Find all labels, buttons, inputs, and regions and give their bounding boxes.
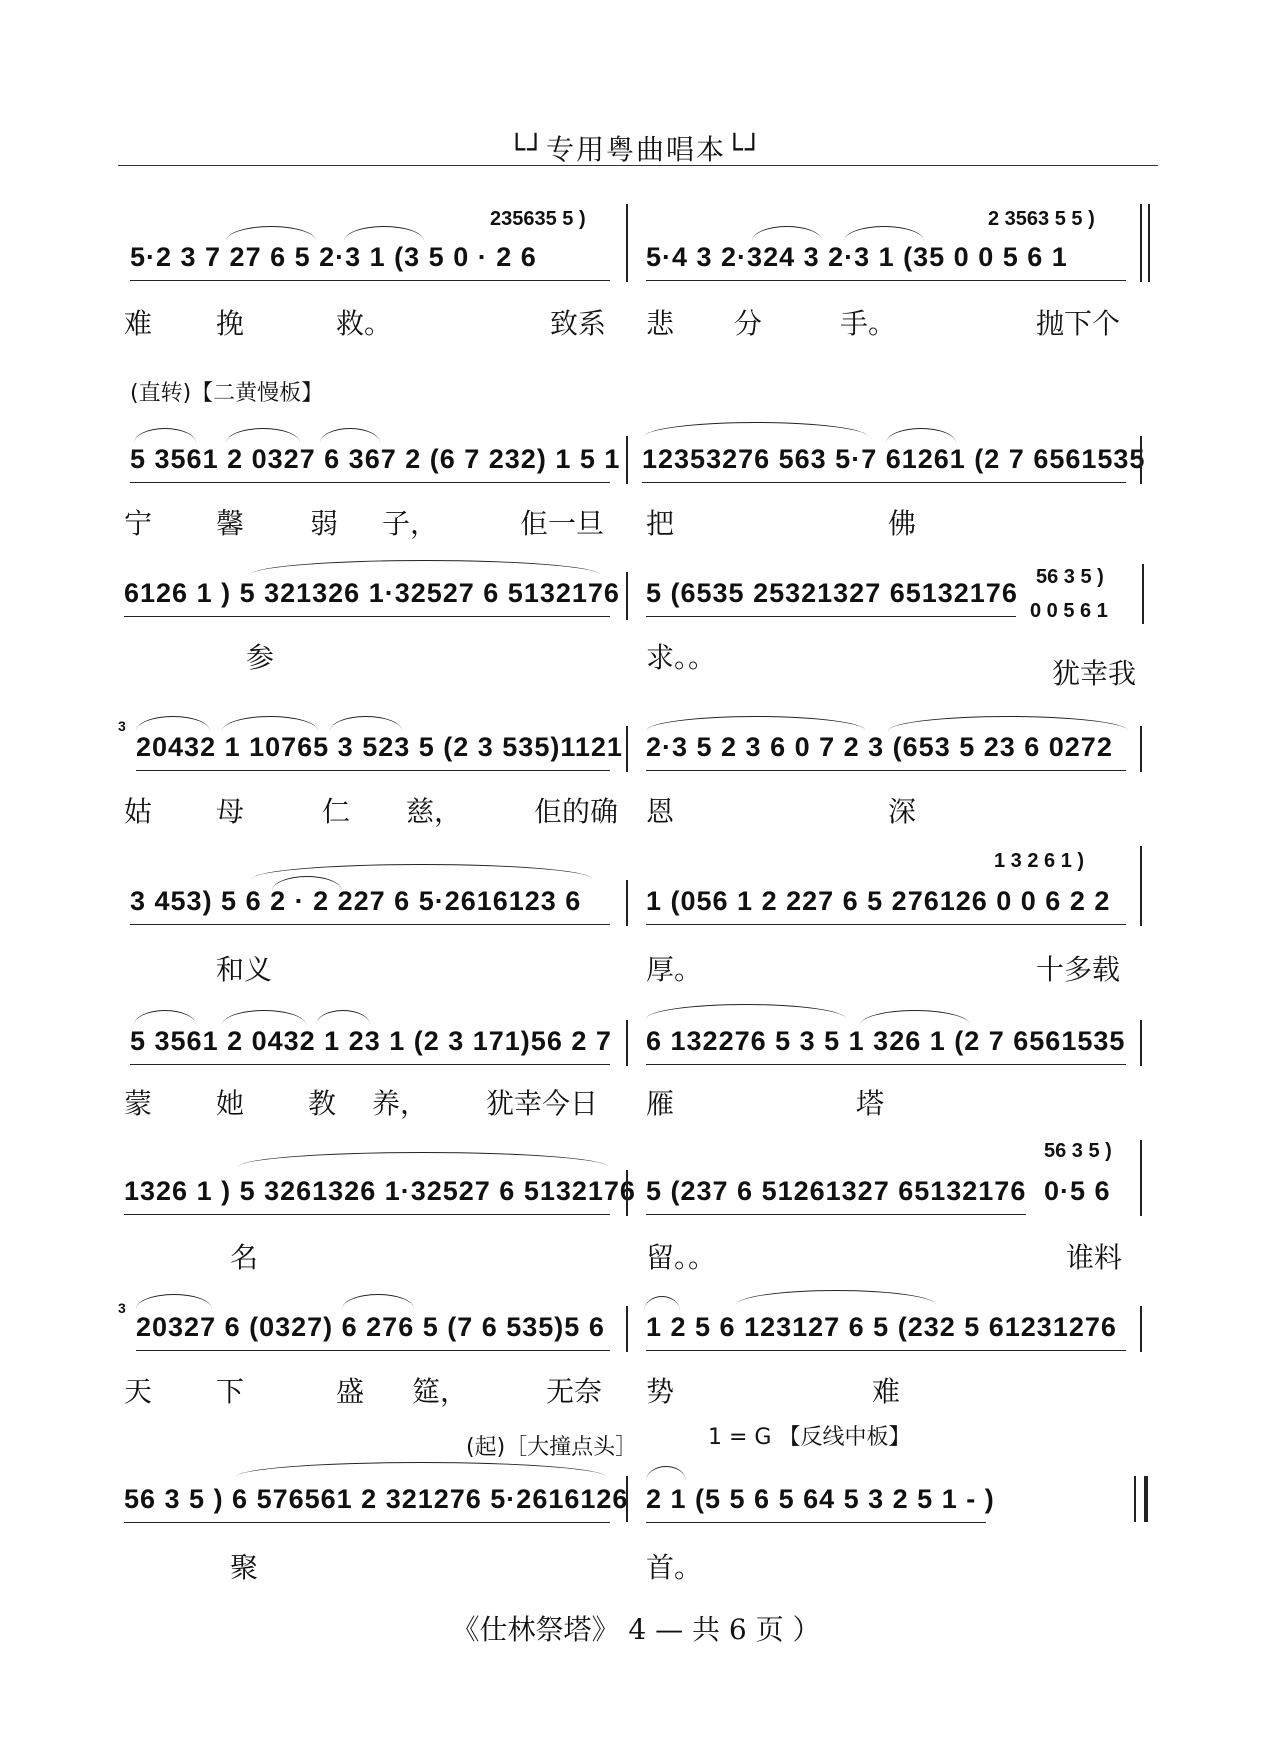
beam-line	[646, 1350, 1126, 1351]
slur	[134, 428, 196, 443]
slur	[646, 1466, 686, 1481]
bar-line	[626, 1170, 628, 1216]
ornament-above: 56 3 5 )	[1044, 1140, 1112, 1162]
ornament-below: 0 0 5 6 1	[1030, 600, 1108, 622]
beam-line	[136, 770, 610, 771]
lyric: 厚。	[646, 953, 703, 986]
beam-line	[130, 482, 610, 483]
beam-line	[646, 924, 1126, 925]
slur	[644, 422, 868, 437]
notation-measure: 1 2 5 6 123127 6 5 (232 5 61231276	[646, 1312, 1117, 1342]
notation-measure: 20432 1 10765 3 523 5 (2 3 535)1121	[136, 732, 623, 762]
lyric: 下	[216, 1375, 245, 1408]
slur	[752, 226, 822, 241]
lyric: 筵，	[412, 1375, 469, 1408]
lyric: 子，	[382, 507, 439, 540]
slur	[646, 1004, 846, 1019]
lyric: 姑	[124, 795, 153, 828]
page-footer: 《仕林祭塔》 4 — 共 6 页 ）	[451, 1613, 821, 1646]
bar-line	[1140, 204, 1142, 282]
lyric: 馨	[216, 507, 245, 540]
lyric: 盛	[336, 1375, 365, 1408]
slur	[222, 716, 318, 731]
lyric: 参	[246, 641, 275, 674]
time-signature: 3	[118, 1300, 126, 1316]
lyric: 聚	[230, 1551, 259, 1584]
lyric: 恩	[646, 795, 675, 828]
lyric: 手。	[840, 307, 897, 340]
key-tempo-marking: 1 = G 【反线中板】	[708, 1425, 911, 1450]
lyric: 蒙	[124, 1087, 153, 1120]
lyric: 佢的确	[534, 795, 619, 828]
lyric: 弱	[310, 507, 339, 540]
lyric: 留。。	[646, 1241, 717, 1274]
beam-line	[646, 1522, 986, 1523]
slur	[222, 1010, 306, 1025]
section-marking: (直转)【二黄慢板】	[130, 381, 324, 406]
lyric: 佛	[888, 507, 917, 540]
beam-line	[130, 280, 610, 281]
notation-measure: 1326 1 ) 5 3261326 1·32527 6 5132176	[124, 1176, 636, 1206]
slur	[330, 716, 402, 731]
header-rule	[118, 165, 1158, 166]
lyric: 抛下个	[1036, 307, 1121, 340]
slur	[250, 560, 600, 575]
ornament-above: 56 3 5 )	[1036, 566, 1104, 588]
slur	[644, 1296, 680, 1311]
slur	[320, 428, 380, 443]
bar-line	[626, 204, 628, 282]
lyric: 致系	[550, 307, 607, 340]
bar-line	[1140, 1020, 1142, 1066]
ornament-above-1: 235635 5 )	[490, 208, 586, 230]
slur	[134, 1010, 196, 1025]
beam-line	[646, 770, 1126, 771]
lyric: 佢一旦	[520, 507, 605, 540]
lyric: 无奈	[546, 1375, 603, 1408]
lyric: 和义	[216, 953, 273, 986]
beam-line	[642, 482, 1126, 483]
beam-line	[646, 280, 1126, 281]
beam-line	[124, 616, 610, 617]
lyric: 她	[216, 1087, 245, 1120]
notation-measure: 56 3 5 ) 6 576561 2 321276 5·2616126	[124, 1484, 629, 1514]
beam-line	[646, 1064, 1126, 1065]
lyric: 天	[124, 1375, 153, 1408]
slur	[646, 716, 866, 731]
slur	[888, 716, 1128, 731]
notation-measure: 5 (6535 25321327 65132176	[646, 578, 1018, 608]
page-header: └┘专用粤曲唱本└┘	[508, 133, 764, 166]
bar-line	[1140, 726, 1142, 772]
ornament-above-2: 2 3563 5 5 )	[988, 208, 1095, 230]
lyric: 救。	[336, 307, 393, 340]
lyric: 养，	[372, 1087, 429, 1120]
lyric: 挽	[216, 307, 245, 340]
lyric: 把	[646, 507, 675, 540]
lyric: 深	[888, 795, 917, 828]
notation-measure: 2·3 5 2 3 6 0 7 2 3 (653 5 23 6 0272	[646, 732, 1113, 762]
notation-measure: 3 453) 5 6 2 · 2 227 6 5·2616123 6	[130, 886, 582, 916]
slur	[344, 226, 424, 241]
lyric: 慈，	[406, 795, 463, 828]
lyric: 求。。	[646, 641, 717, 674]
lyric: 分	[734, 307, 763, 340]
lyric: 教	[308, 1087, 337, 1120]
notation-measure: 5 (237 6 51261327 65132176	[646, 1176, 1027, 1206]
bar-line	[1140, 1306, 1142, 1352]
beam-line	[130, 1064, 610, 1065]
bar-line	[1148, 204, 1150, 282]
bar-line	[1142, 564, 1144, 624]
final-bar-line	[1134, 1476, 1148, 1522]
lyric: 仁	[322, 795, 351, 828]
bar-line	[626, 572, 628, 620]
notation-measure-end: 0·5 6	[1044, 1176, 1111, 1206]
slur	[236, 1462, 606, 1477]
lyric: 塔	[856, 1087, 885, 1120]
beam-line	[646, 616, 1016, 617]
lyric: 首。	[646, 1551, 703, 1584]
bar-line	[1140, 436, 1142, 484]
slur	[316, 1010, 370, 1025]
slur	[226, 226, 316, 241]
notation-measure: 6126 1 ) 5 321326 1·32527 6 5132176	[124, 578, 620, 608]
bar-line	[1140, 846, 1142, 926]
bar-line	[626, 1306, 628, 1352]
lyric: 母	[216, 795, 245, 828]
beam-line	[646, 1214, 1026, 1215]
notation-measure: 5·2 3 7 27 6 5 2·3 1 (3 5 0 · 2 6	[130, 242, 537, 272]
lyric: 难	[124, 307, 153, 340]
lyric: 难	[872, 1375, 901, 1408]
bar-line	[626, 1476, 628, 1522]
beam-line	[136, 1350, 610, 1351]
lyric: 势	[646, 1375, 675, 1408]
bar-line	[626, 436, 628, 484]
slur	[860, 1010, 970, 1025]
notation-measure: 1 (056 1 2 227 6 5 276126 0 0 6 2 2	[646, 886, 1111, 916]
notation-measure: 20327 6 (0327) 6 276 5 (7 6 535)5 6	[136, 1312, 605, 1342]
lyric: 悲	[646, 307, 675, 340]
lyric: 十多载	[1036, 953, 1121, 986]
slur	[736, 1290, 936, 1305]
section-marking: (起)［大撞点头］	[466, 1435, 638, 1460]
slur	[226, 428, 300, 443]
ornament-above: 1 3 2 6 1 )	[994, 850, 1085, 872]
lyric: 谁料	[1066, 1241, 1123, 1274]
slur	[886, 428, 956, 443]
lyric: 宁	[124, 507, 153, 540]
notation-measure: 6 132276 5 3 5 1 326 1 (2 7 6561535	[646, 1026, 1126, 1056]
notation-measure: 12353276 563 5·7 61261 (2 7 6561535	[642, 444, 1146, 474]
bar-line	[1140, 1140, 1142, 1216]
bar-line	[626, 880, 628, 926]
bar-line	[626, 1020, 628, 1066]
notation-measure: 2 1 (5 5 6 5 64 5 3 2 5 1 - )	[646, 1484, 995, 1514]
beam-line	[124, 1214, 610, 1215]
slur	[342, 1294, 414, 1309]
time-signature: 3	[118, 718, 126, 734]
lyric: 雁	[646, 1087, 675, 1120]
beam-line	[124, 1522, 610, 1523]
notation-measure: 5 3561 2 0327 6 367 2 (6 7 232) 1 5 1	[130, 444, 621, 474]
slur	[136, 1294, 212, 1309]
beam-line	[130, 924, 610, 925]
slur	[238, 1152, 608, 1167]
lyric: 名	[230, 1241, 259, 1274]
slur	[136, 716, 210, 731]
slur	[844, 226, 924, 241]
bar-line	[626, 726, 628, 772]
lyric: 犹幸今日	[486, 1087, 599, 1120]
notation-measure: 5 3561 2 0432 1 23 1 (2 3 171)56 2 7	[130, 1026, 612, 1056]
notation-measure: 5·4 3 2·324 3 2·3 1 (35 0 0 5 6 1	[646, 242, 1068, 272]
lyric: 犹幸我	[1052, 657, 1137, 690]
